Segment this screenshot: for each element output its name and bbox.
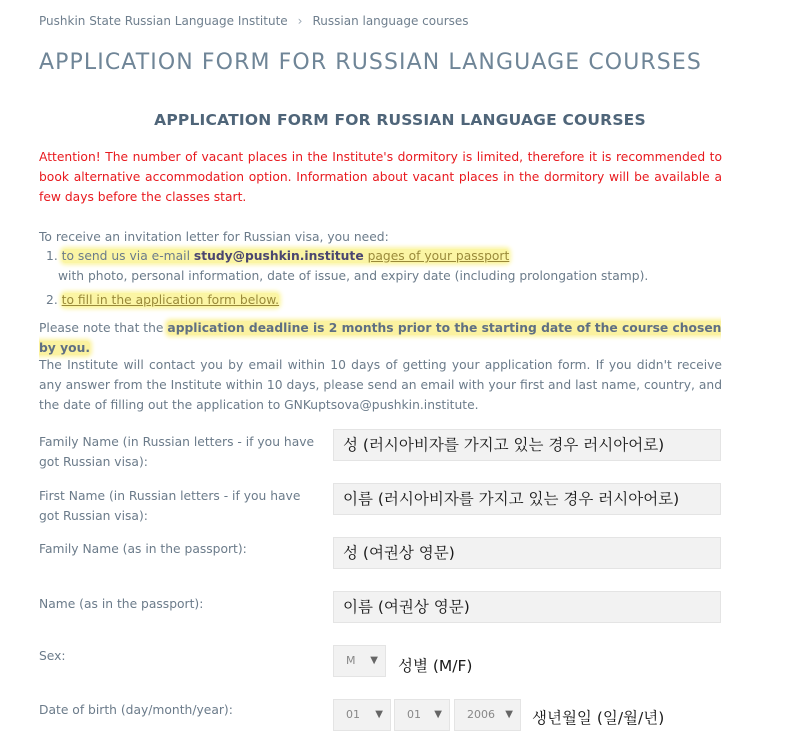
first-name-ru-label: First Name (in Russian letters - if you have got Russian visa): xyxy=(39,489,301,523)
deadline-notice xyxy=(39,318,722,358)
invitation-step-2 xyxy=(46,290,722,310)
page-title: APPLICATION FORM FOR RUSSIAN LANGUAGE COURSES xyxy=(39,50,702,75)
family-name-passport-input[interactable]: 성 (여권상 영문) xyxy=(333,537,721,569)
dob-day-value: 01 xyxy=(346,708,360,721)
dob-year-select[interactable] xyxy=(454,699,521,731)
email-link-study[interactable]: study@pushkin.institute xyxy=(193,249,364,263)
name-passport-input[interactable]: 이름 (여권상 영문) xyxy=(333,591,721,623)
deadline-prefix: Please note that the xyxy=(39,321,168,335)
dob-label: Date of birth (day/month/year): xyxy=(39,703,233,717)
dob-month-select[interactable] xyxy=(394,699,450,731)
deadline-highlight: application deadline is 2 months prior to the starting date of the course chosen by you. xyxy=(39,321,722,355)
sex-select-value: M xyxy=(346,654,356,667)
invitation-intro: To receive an invitation letter for Russian visa, you need: xyxy=(39,230,389,244)
attention-notice: Attention! The number of vacant places in the Institute's dormitory is limited, therefore it is recommended to book alternative accommodation option. Information about vacant places in the dormitory will be available a few days before the classes start. xyxy=(39,150,722,204)
family-name-ru-label: Family Name (in Russian letters - if you have got Russian visa): xyxy=(39,435,315,469)
breadcrumb-separator: › xyxy=(297,14,303,28)
chevron-down-icon: ▼ xyxy=(505,709,513,720)
fill-form-link[interactable]: to fill in the application form below. xyxy=(61,293,280,307)
breadcrumb xyxy=(39,14,469,28)
name-passport-label: Name (as in the passport): xyxy=(39,597,204,611)
form-title: APPLICATION FORM FOR RUSSIAN LANGUAGE COURSES xyxy=(154,111,646,129)
step-number: 1. xyxy=(46,249,58,263)
chevron-down-icon: ▼ xyxy=(370,655,378,666)
sex-label: Sex: xyxy=(39,649,66,663)
dob-note: 생년월일 (일/월/년) xyxy=(532,709,665,727)
step-1-text: to send us via e-mail xyxy=(61,249,194,263)
invitation-step-1 xyxy=(46,246,722,266)
dob-year-value: 2006 xyxy=(467,708,495,721)
invitation-step-1-detail: with photo, personal information, date of issue, and expiry date (including prolongation stamp). xyxy=(58,269,649,283)
first-name-ru-input[interactable]: 이름 (러시아비자를 가지고 있는 경우 러시아어로) xyxy=(333,483,721,515)
contact-note: The Institute will contact you by email within 10 days of getting your application form. If you didn't receive any answer from the Institute within 10 days, please send an email with your first and last name, country, and the date of filling out the application to GNKuptsova@pushkin.institute. xyxy=(39,358,722,412)
family-name-passport-label: Family Name (as in the passport): xyxy=(39,542,247,556)
step-1-highlight xyxy=(62,249,510,263)
passport-pages-link[interactable]: pages of your passport xyxy=(367,249,510,263)
sex-select[interactable] xyxy=(333,645,386,677)
sex-note: 성별 (M/F) xyxy=(398,657,473,675)
dob-day-select[interactable] xyxy=(333,699,391,731)
chevron-down-icon: ▼ xyxy=(434,709,442,720)
family-name-ru-input[interactable]: 성 (러시아비자를 가지고 있는 경우 러시아어로) xyxy=(333,429,721,461)
breadcrumb-link-institute[interactable]: Pushkin State Russian Language Institute xyxy=(39,14,288,28)
step-number: 2. xyxy=(46,293,58,307)
dob-month-value: 01 xyxy=(407,708,421,721)
chevron-down-icon: ▼ xyxy=(375,709,383,720)
breadcrumb-link-courses[interactable]: Russian language courses xyxy=(312,14,469,28)
